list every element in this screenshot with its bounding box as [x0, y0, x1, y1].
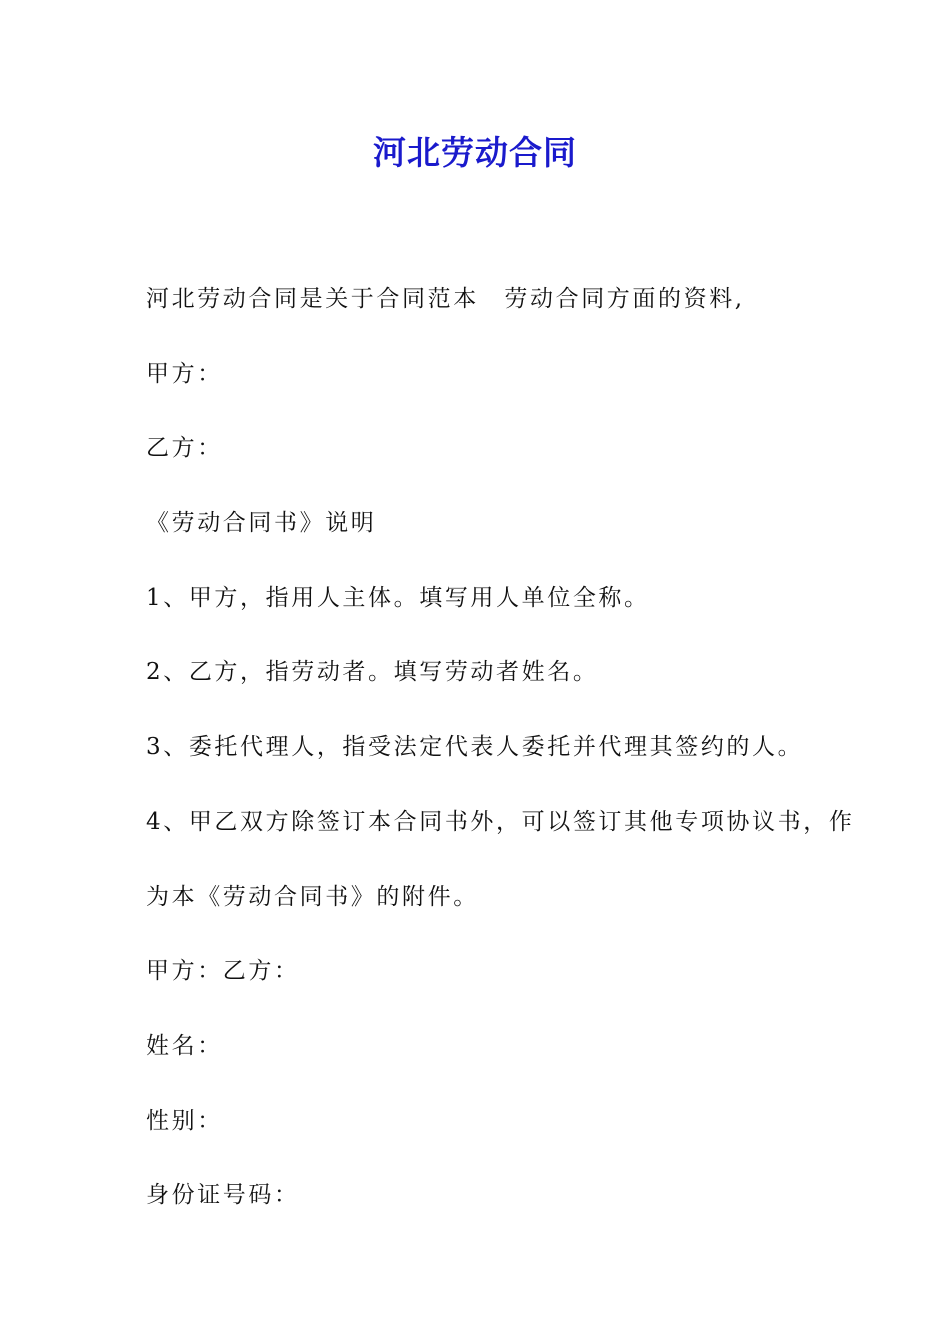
- intro-line: 河北劳动合同是关于合同范本 劳动合同方面的资料,: [146, 286, 745, 312]
- clause-1: 1、甲方，指用人主体。填写用人单位全称。: [146, 584, 650, 611]
- id-number-field-label: 身份证号码：: [146, 1182, 300, 1209]
- explanation-heading: 《劳动合同书》说明: [146, 510, 377, 537]
- party-a-line: 甲方：: [146, 360, 223, 387]
- clause-4-part-1: 4、甲乙双方除签订本合同书外，可以签订其他专项协议书，作: [146, 808, 855, 835]
- name-field-label: 姓名：: [146, 1032, 223, 1059]
- clause-3: 3、委托代理人，指受法定代表人委托并代理其签约的人。: [146, 734, 804, 761]
- gender-field-label: 性别：: [146, 1107, 223, 1134]
- document-body: [146, 262, 855, 1233]
- party-b-line: 乙方：: [146, 435, 223, 462]
- clause-4-part-2: 为本《劳动合同书》的附件。: [146, 883, 479, 910]
- parties-line: 甲方：乙方：: [146, 958, 300, 985]
- document-title: 河北劳动合同: [373, 133, 577, 172]
- clause-2: 2、乙方，指劳动者。填写劳动者姓名。: [146, 659, 599, 686]
